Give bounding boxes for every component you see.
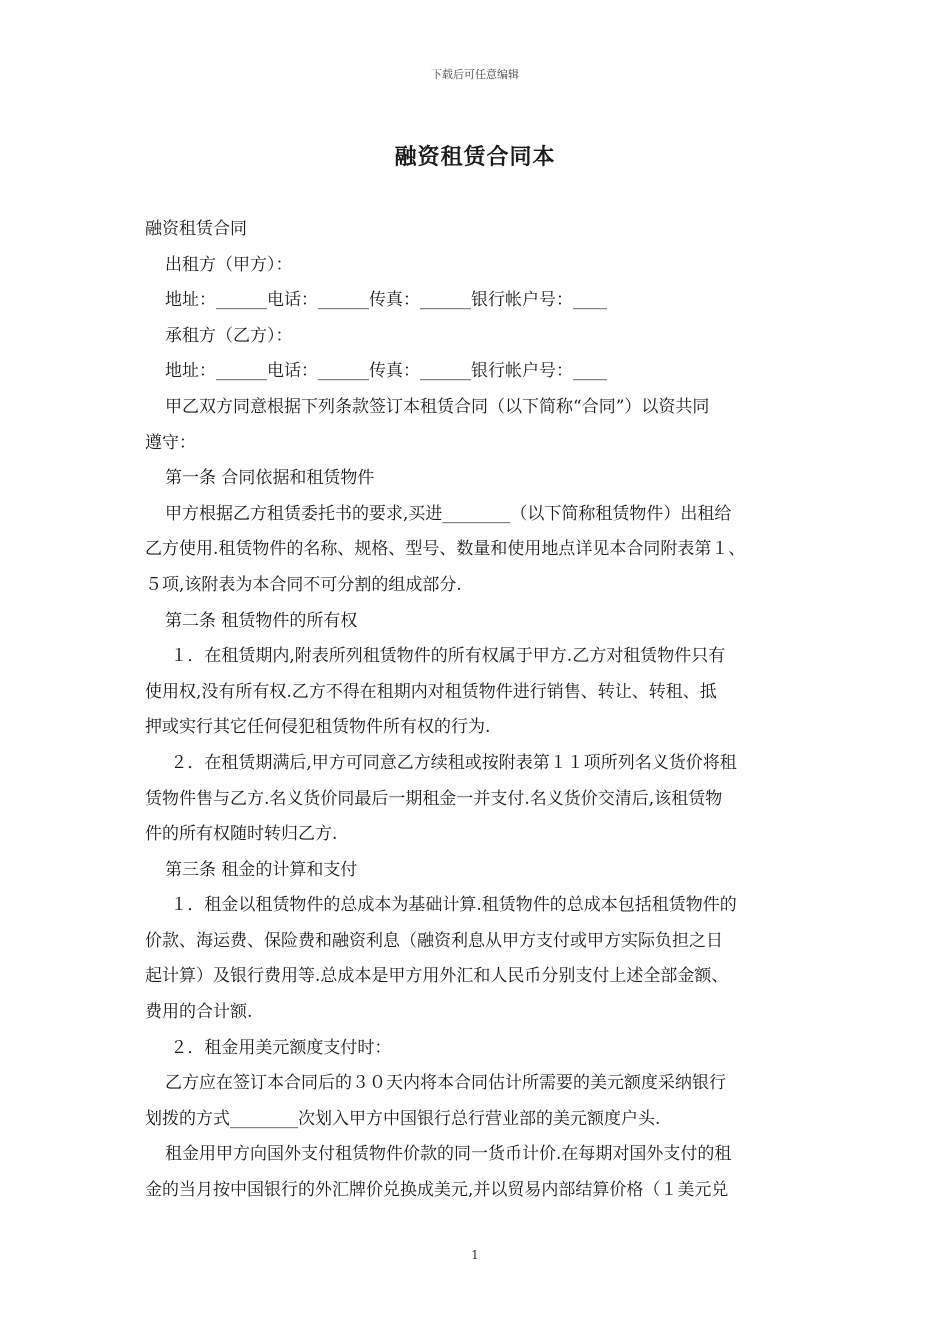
page-number: 1 [471,1248,479,1262]
body-line: １．租金以租赁物件的总成本为基础计算.租赁物件的总成本包括租赁物件的 [165,895,737,916]
body-line: 押或实行其它任何侵犯租赁物件所有权的行为. [145,717,491,738]
section-heading: 第三条 租金的计算和支付 [165,859,358,880]
body-line: ２．在租赁期满后,甲方可同意乙方续租或按附表第１１项所列名义货价将租 [165,752,737,773]
body-line: 遵守： [145,432,196,453]
body-line: 甲方根据乙方租赁委托书的要求,买进________（以下简称租赁物件）出租给 [165,503,732,524]
body-line: 融资租赁合同 [145,219,247,239]
section-heading: 第二条 租赁物件的所有权 [165,610,358,631]
body-line: 地址：______电话：______传真：______银行帐户号：____ [165,290,607,311]
body-line: 地址：______电话：______传真：______银行帐户号：____ [165,361,607,382]
body-line: 金的当月按中国银行的外汇牌价兑换成美元,并以贸易内部结算价格（１美元兑 [145,1180,729,1201]
body-line: ５项,该附表为本合同不可分割的组成部分. [145,574,462,595]
body-line: 使用权,没有所有权.乙方不得在租期内对租赁物件进行销售、转让、转租、抵 [145,681,717,702]
body-line: 件的所有权随时转归乙方. [145,824,338,845]
body-line: 乙方使用.租赁物件的名称、规格、型号、数量和使用地点详见本合同附表第１、 [145,539,746,560]
body-line: 赁物件售与乙方.名义货价同最后一期租金一并支付.名义货价交清后,该租赁物 [145,788,723,809]
body-line: 乙方应在签订本合同后的３０天内将本合同估计所需要的美元额度采纳银行 [165,1073,726,1094]
body-line: １．在租赁期内,附表所列租赁物件的所有权属于甲方.乙方对租赁物件只有 [165,646,726,667]
body-line: 租金用甲方向国外支付租赁物件价款的同一货币计价.在每期对国外支付的租 [165,1144,732,1165]
header-note: 下载后可任意编辑 [431,68,519,81]
document-body [145,212,813,1209]
document-title: 融资租赁合同本 [394,144,556,170]
body-line: 承租方（乙方）： [165,325,293,346]
body-line: 价款、海运费、保险费和融资利息（融资利息从甲方支付或甲方实际负担之日 [145,930,723,951]
body-line: ２．租金用美元额度支付时： [165,1037,392,1058]
body-line: 出租方（甲方）： [165,254,293,275]
body-line: 划拨的方式________次划入甲方中国银行总行营业部的美元额度户头. [145,1108,661,1129]
body-line: 起计算）及银行费用等.总成本是甲方用外汇和人民币分别支付上述全部金额、 [145,966,729,987]
body-line: 费用的合计额. [145,1002,253,1023]
section-heading: 第一条 合同依据和租赁物件 [165,468,375,489]
body-line: 甲乙双方同意根据下列条款签订本租赁合同（以下简称“合同”）以资共同 [165,396,710,417]
